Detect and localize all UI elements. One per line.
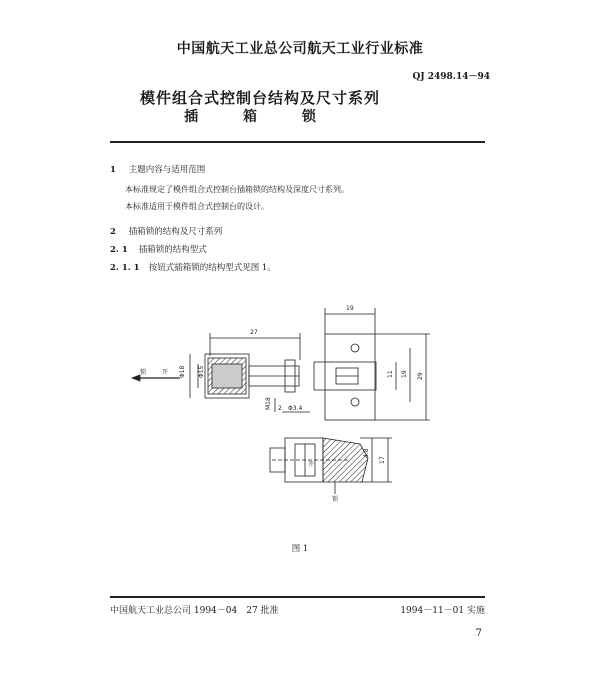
- figure-caption: 图 1: [291, 544, 309, 554]
- effective-date: 1994－11－01 实施: [400, 606, 485, 616]
- section-2: [110, 226, 222, 238]
- lock-side-view: [270, 438, 392, 494]
- dim-m18-label: M18: [265, 397, 272, 410]
- dim-phi18-label: Φ18: [179, 365, 186, 378]
- standard-number: QJ 2498.14－94: [412, 72, 490, 82]
- document-subtitle: 插 箱 锁: [184, 109, 336, 125]
- footer-rule: [110, 596, 485, 598]
- section-1: [110, 164, 205, 176]
- section-heading: 主题内容与适用范围: [128, 165, 206, 175]
- section-number: 2. 1. 1: [110, 263, 140, 273]
- header-rule: [110, 141, 485, 143]
- dim-11-label: 11: [387, 370, 394, 378]
- document-title: 模件组合式控制台结构及尺寸系列: [139, 89, 380, 107]
- section-number: 1: [110, 165, 116, 175]
- dim-17-label: 17: [379, 456, 386, 464]
- page-number: 7: [475, 628, 482, 639]
- section-heading: 插箱锁的结构及尺寸系列: [128, 227, 223, 237]
- lock-label-bottom: 锁: [332, 496, 339, 503]
- open-label-bottom: 开: [308, 461, 315, 468]
- dim-phi34-label: Φ3.4: [288, 405, 303, 412]
- section-number: 2: [110, 227, 116, 237]
- figure-1-drawing: [110, 298, 450, 503]
- section-number: 2. 1: [110, 245, 128, 255]
- header-organization: 中国航天工业总公司航天工业行业标准: [176, 41, 424, 57]
- dimension-lines-top: [132, 308, 430, 420]
- dim-2-label: 2: [278, 405, 282, 412]
- dim-19b-label: 19: [401, 370, 408, 378]
- section-2-1-1: [110, 262, 276, 274]
- dim-19-label: 19: [346, 305, 354, 312]
- dim-48-label: 4.8: [363, 448, 370, 458]
- paragraph-1: 本标准规定了模件组合式控制台插箱锁的结构及深度尺寸系列。: [125, 185, 349, 194]
- dim-phi15-label: Φ15: [198, 365, 205, 378]
- dim-27-label: 27: [250, 329, 258, 336]
- section-heading: 按钮式插箱锁的结构型式见图 1。: [148, 263, 276, 273]
- section-heading: 插箱锁的结构型式: [138, 245, 207, 255]
- dim-29-label: 29: [417, 372, 424, 380]
- section-2-1: [110, 244, 207, 256]
- paragraph-2: 本标准适用于模件组合式控制台的设计。: [125, 202, 269, 211]
- lock-direction-label: 锁: [140, 369, 147, 376]
- approval-date: 中国航天工业总公司 1994－04 27 批准: [110, 606, 279, 616]
- open-direction-label: 开: [162, 369, 169, 376]
